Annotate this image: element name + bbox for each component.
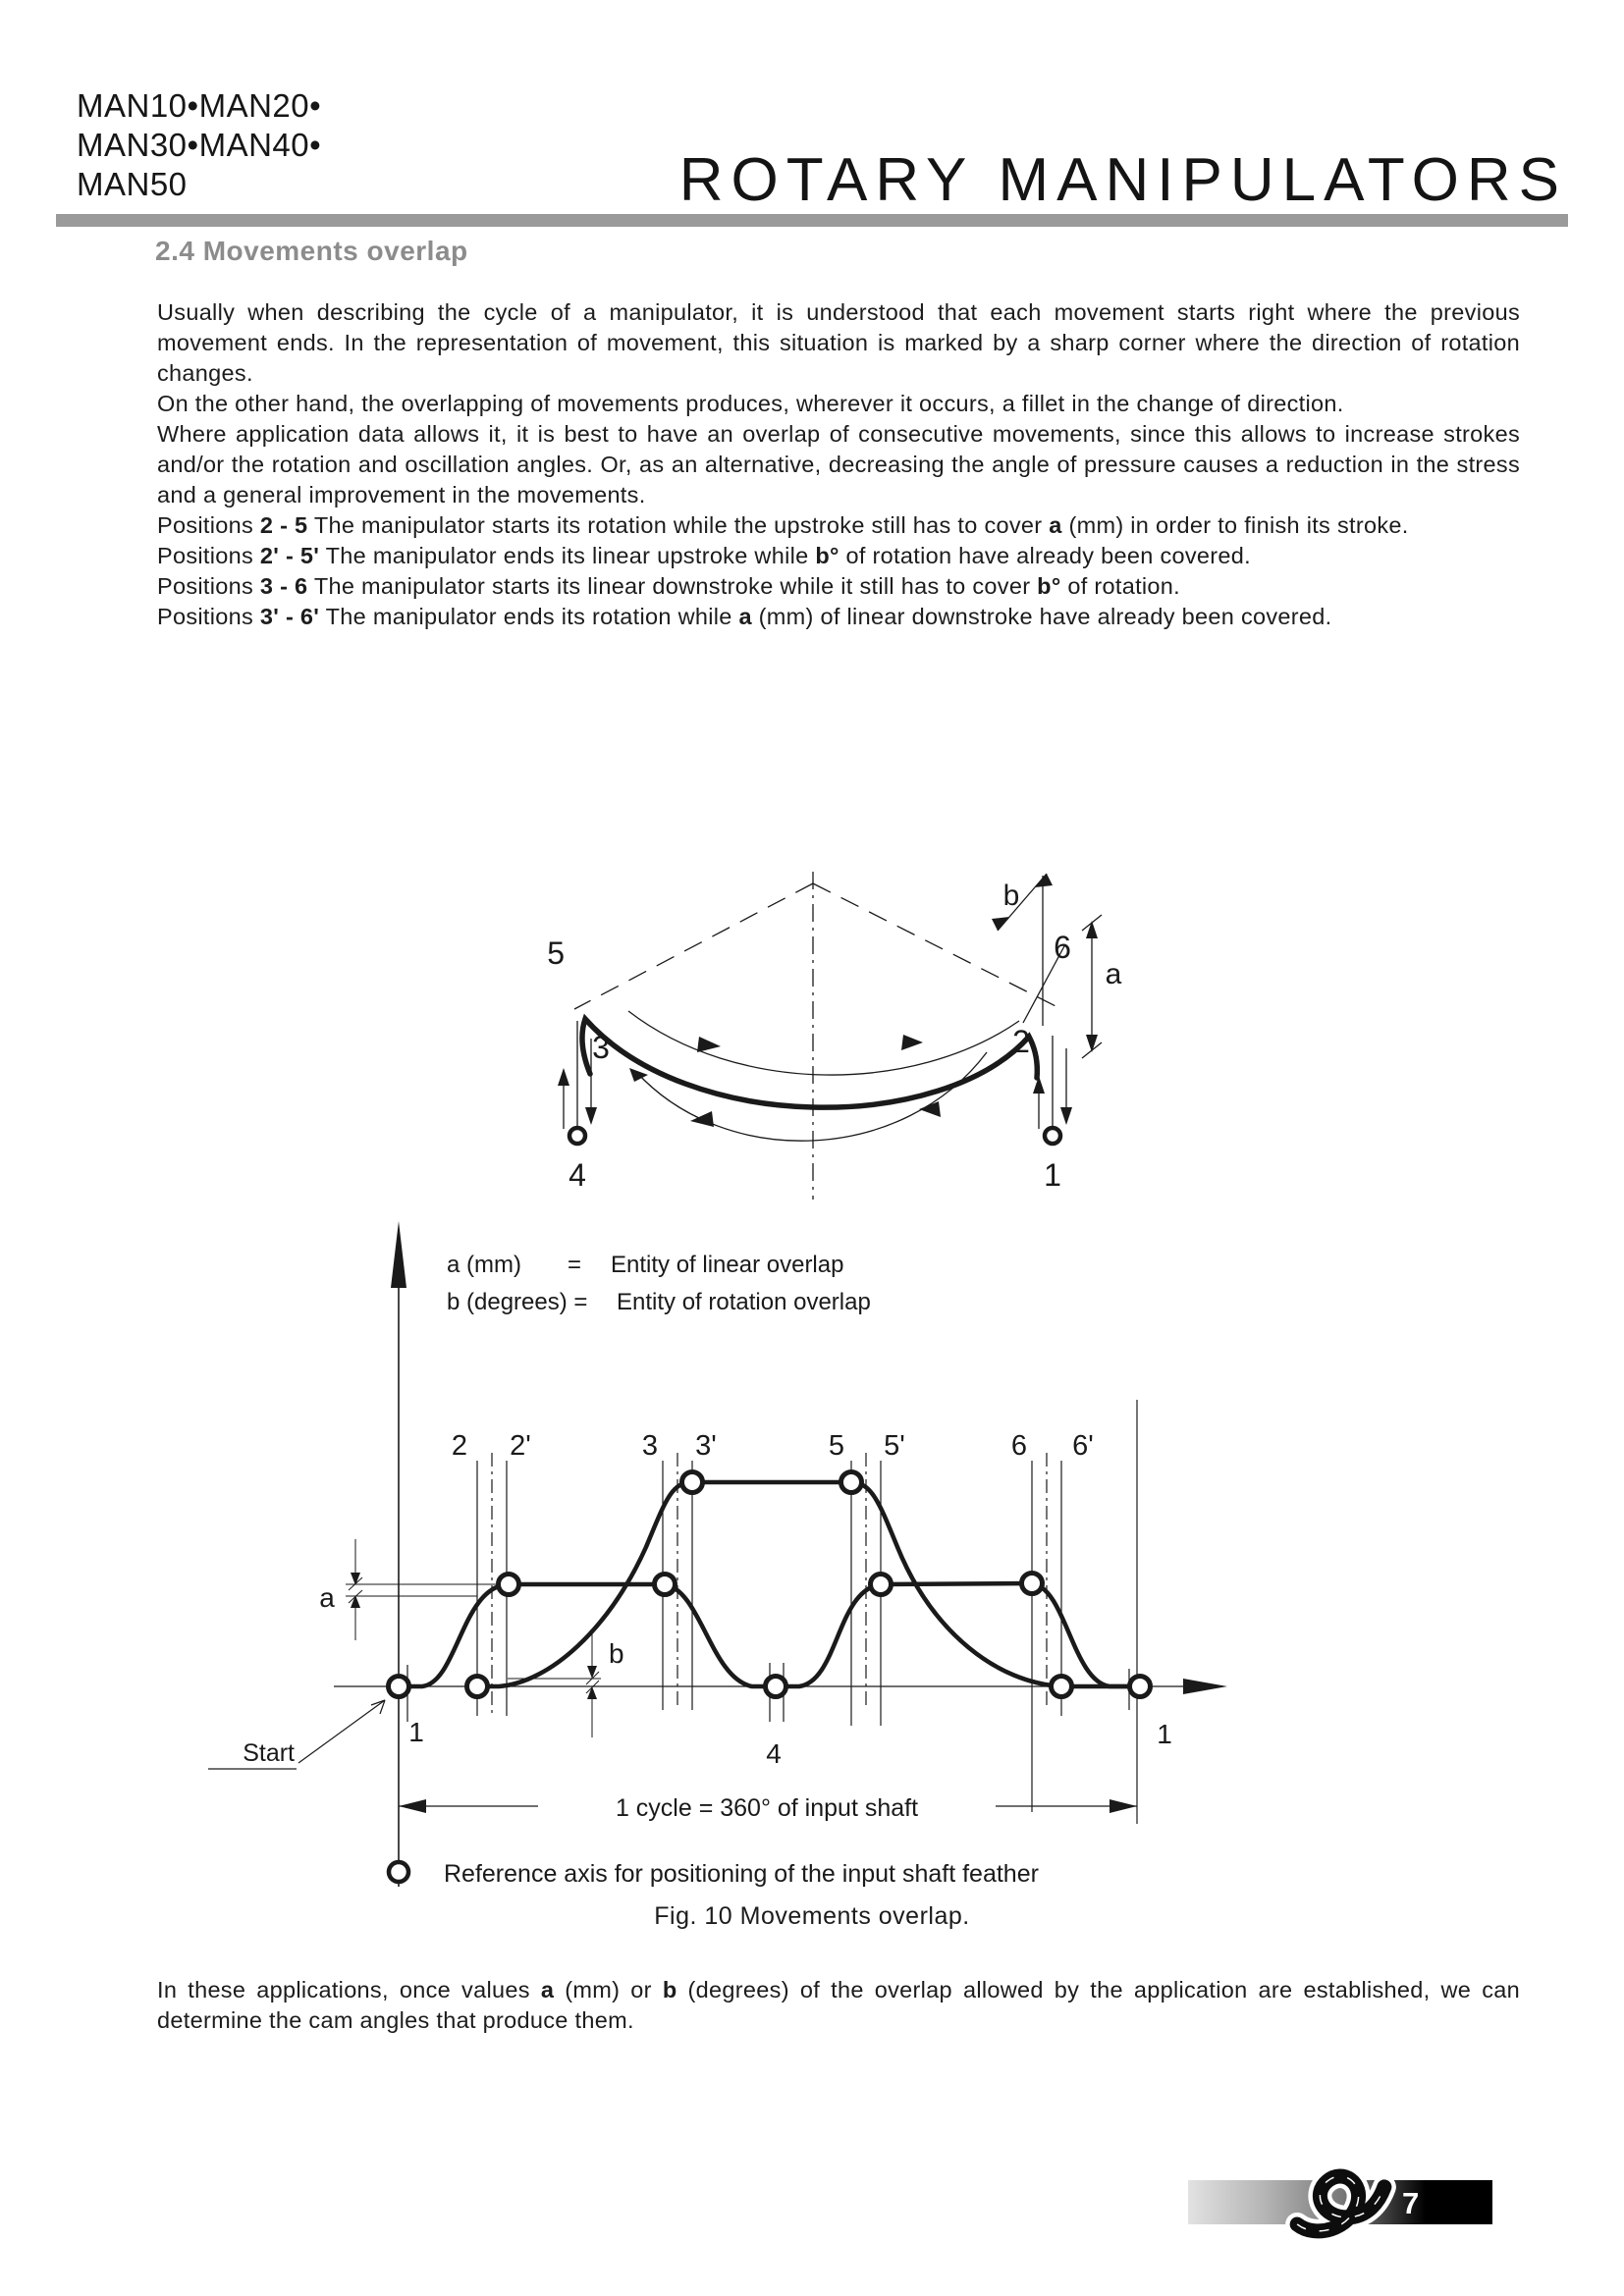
b-arrowhead-up: [587, 1686, 597, 1699]
a-arrowhead-up: [351, 1595, 360, 1608]
point-label-4: 4: [766, 1738, 782, 1769]
a-arrowhead-down: [351, 1573, 360, 1585]
cycle-dim-arrow-right: [1110, 1799, 1137, 1813]
arc-label-a: a: [1105, 958, 1122, 990]
b-arrowhead-down: [587, 1666, 597, 1679]
arc-label-6: 6: [1054, 930, 1071, 965]
lower-arc-arrow-right: [919, 1101, 941, 1117]
pos-label-2: 2: [451, 1430, 468, 1462]
overlap-graph: [0, 1207, 1624, 1895]
arc-label-1: 1: [1044, 1157, 1061, 1193]
graph-dim-b-label: b: [609, 1638, 624, 1669]
paragraph-intro: Usually when describing the cycle of a manipulator, it is understood that each movement starts right where the previous movement ends. In the representation of movement, this situation is marked by a sharp corner where the direction of rotation changes.: [157, 299, 1520, 386]
model-line-3: MAN50: [77, 166, 188, 202]
x-axis-arrowhead: [1183, 1679, 1227, 1694]
node-start: [389, 1677, 409, 1697]
node-4: [766, 1677, 786, 1697]
legend-a-term: a (mm): [447, 1252, 521, 1278]
fan-edge-right: [813, 883, 1065, 1011]
paragraph-positions-3-6: Positions 3 - 6 The manipulator starts its linear downstroke while it still has to cover b° of rotation.: [157, 573, 1180, 599]
a-arrow-top: [1086, 921, 1098, 938]
node-end: [1130, 1677, 1151, 1697]
reference-legend-text: Reference axis for positioning of the input shaft feather: [444, 1860, 1039, 1888]
y-axis-arrowhead: [391, 1221, 406, 1288]
brand-logo-icon: [1276, 2156, 1404, 2249]
fan-edge-left: [574, 883, 813, 1009]
arc-label-b: b: [1002, 880, 1020, 912]
stroke-arc-curve: [582, 1019, 1037, 1107]
legend-a-desc: Entity of linear overlap: [611, 1252, 844, 1278]
ref-circle-4: [569, 1128, 585, 1144]
node-3p: [682, 1472, 703, 1493]
paragraph-application: Where application data allows it, it is best to have an overlap of consecutive movements, since this allows to increase strokes and/or the rotation and oscillation angles. Or, as an alternative, decreasing the angle of pressure causes a reduction in the stress and a general improvement in the movements.: [157, 421, 1520, 507]
node-6: [1022, 1574, 1043, 1594]
node-3: [655, 1575, 676, 1595]
paragraph-overlap: On the other hand, the overlapping of movements produces, wherever it occurs, a fillet in the change of direction.: [157, 391, 1344, 416]
cycle-dim-arrow-left: [399, 1799, 426, 1813]
body-text: [157, 297, 1520, 632]
legend-a-eq: =: [568, 1252, 582, 1278]
left-down-arrowhead: [585, 1107, 597, 1125]
page-title: ROTARY MANIPULATORS: [678, 146, 1567, 214]
point-label-1-right: 1: [1157, 1719, 1172, 1749]
node-2p: [499, 1575, 519, 1595]
upper-direction-arc: [628, 1011, 1019, 1075]
upper-arc-arrow-right: [901, 1035, 923, 1050]
lower-arc-arrow-left: [690, 1111, 714, 1127]
node-5: [841, 1472, 862, 1493]
paragraph-positions-3p-6p: Positions 3' - 6' The manipulator ends its rotation while a (mm) of linear downstroke have already been covered.: [157, 604, 1332, 629]
arc-label-3: 3: [592, 1030, 610, 1065]
model-list: [77, 86, 321, 204]
arc-label-5: 5: [547, 935, 565, 971]
reference-axis-icon: [389, 1862, 408, 1882]
node-5p: [871, 1575, 892, 1595]
section-heading: 2.4 Movements overlap: [155, 236, 468, 266]
closing-paragraph: In these applications, once values a (mm) or b (degrees) of the overlap allowed by the application are established, we can determine the cam angles that produce them.: [157, 1977, 1520, 2033]
pos-label-2p: 2': [510, 1430, 531, 1462]
model-line-1: MAN10•MAN20•: [77, 87, 322, 124]
legend-b-desc: Entity of rotation overlap: [617, 1289, 871, 1315]
paragraph-positions-2-5: Positions 2 - 5 The manipulator starts its rotation while the upstroke still has to cover a (mm) in order to finish its stroke.: [157, 512, 1409, 538]
pos-label-6: 6: [1010, 1430, 1028, 1462]
arc-label-4: 4: [568, 1157, 586, 1193]
figure-caption: Fig. 10 Movements overlap.: [654, 1902, 970, 1930]
paragraph-positions-2p-5p: Positions 2' - 5' The manipulator ends its linear upstroke while b° of rotation have already been covered.: [157, 543, 1251, 568]
a-arrow-bottom: [1086, 1035, 1098, 1052]
b-wedge-bottom: [992, 917, 1009, 931]
page-number: 7: [1402, 2186, 1420, 2220]
start-leader-line: [298, 1700, 385, 1763]
pos-label-3: 3: [641, 1430, 659, 1462]
right-down-arrowhead: [1060, 1107, 1072, 1125]
pos-label-5: 5: [828, 1430, 845, 1462]
ref-circle-1: [1045, 1128, 1060, 1144]
upper-arc-arrow-left: [697, 1037, 721, 1052]
graph-dim-a-label: a: [319, 1582, 335, 1613]
arc-diagram: [0, 854, 1624, 1207]
legend-b-term: b (degrees) =: [447, 1289, 588, 1315]
b-wedge-top: [1035, 874, 1053, 887]
lower-direction-arc: [636, 1052, 987, 1141]
start-label: Start: [243, 1739, 295, 1767]
node-6p: [1052, 1677, 1072, 1697]
node-2: [467, 1677, 488, 1697]
header-rule: [56, 214, 1568, 227]
model-line-2: MAN30•MAN40•: [77, 127, 322, 163]
pos-label-3p: 3': [695, 1430, 717, 1462]
cycle-dimension-label: 1 cycle = 360° of input shaft: [615, 1794, 919, 1822]
left-up-arrowhead: [558, 1068, 569, 1086]
pos-label-6p: 6': [1072, 1430, 1094, 1462]
lower-arc-arrow-end: [629, 1068, 648, 1082]
point-label-1-left: 1: [408, 1717, 424, 1747]
pos-label-5p: 5': [884, 1430, 905, 1462]
arc-label-2: 2: [1012, 1024, 1030, 1059]
